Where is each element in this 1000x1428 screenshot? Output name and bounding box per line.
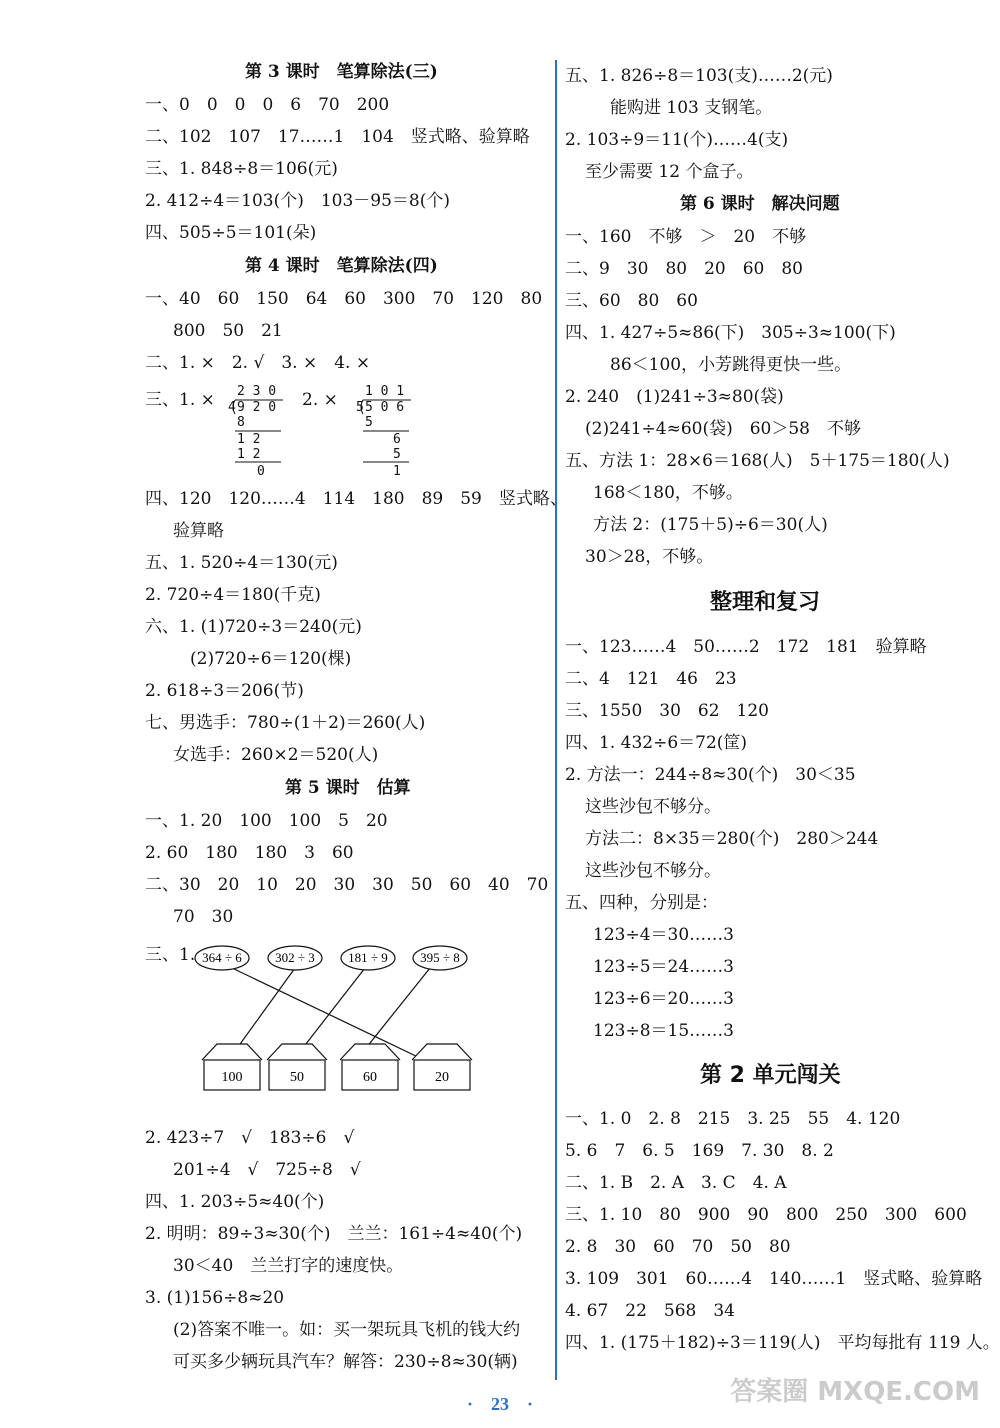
house-3-label: 60 — [363, 1070, 377, 1085]
answer-line: 一、40 60 150 64 60 300 70 120 80 — [145, 289, 543, 309]
answer-line: 800 50 21 — [173, 321, 283, 341]
answer-line: 123÷6＝20……3 — [593, 989, 734, 1009]
answer-line: 2. 412÷4＝103(个) 103－95＝8(个) — [145, 191, 451, 211]
oval-1 — [195, 946, 249, 970]
answer-line: 二、1. × 2. √ 3. × 4. × — [145, 353, 371, 373]
answer-line: 123÷4＝30……3 — [593, 925, 734, 945]
matching-lines — [230, 968, 430, 1058]
oval-4 — [413, 946, 467, 970]
division-1-step: 1 2 — [237, 432, 261, 447]
answer-line: 二、4 121 46 23 — [565, 669, 737, 689]
answer-line: 五、1. 520÷4＝130(元) — [145, 553, 338, 573]
answer-line: 七、男选手：780÷(1＋2)＝260(人) — [145, 713, 426, 733]
answer-line: 验算略 — [173, 521, 224, 541]
division-1-quotient: 2 3 0 — [237, 384, 277, 399]
answer-line: 30＜40 兰兰打字的速度快。 — [173, 1256, 404, 1276]
answer-line: 2. 8 30 60 70 50 80 — [565, 1237, 791, 1257]
section-heading: 第 6 课时 解决问题 — [680, 194, 840, 214]
answer-line: 123÷8＝15……3 — [593, 1021, 734, 1041]
answer-line: 四、120 120……4 114 180 89 59 竖式略、 — [145, 489, 567, 509]
answer-line: 至少需要 12 个盒子。 — [585, 162, 754, 182]
division-1-step: 1 2 — [237, 447, 261, 462]
answer-line: 201÷4 √ 725÷8 √ — [173, 1160, 361, 1180]
division-1-divisor: 4 — [228, 400, 236, 415]
house-1 — [202, 1044, 262, 1090]
section-heading: 第 3 课时 笔算除法(三) — [245, 62, 438, 82]
answer-line: 2. 240 (1)241÷3≈80(袋) — [565, 387, 784, 407]
answer-line: 四、1. 432÷6＝72(筐) — [565, 733, 748, 753]
answer-line: 三、1. — [145, 945, 196, 965]
oval-2 — [268, 946, 322, 970]
answer-line: 30＞28，不够。 — [585, 547, 714, 567]
answer-line: 5. 6 7 6. 5 169 7. 30 8. 2 — [565, 1141, 834, 1161]
division-1-dividend: 9 2 0 — [237, 400, 277, 415]
section-heading: 第 2 单元闯关 — [700, 1063, 841, 1088]
answer-line: 三、60 80 60 — [565, 291, 698, 311]
answer-line: 2. 423÷7 √ 183÷6 √ — [145, 1128, 355, 1148]
answer-line: 三、1. × — [145, 390, 215, 410]
house-4 — [412, 1044, 472, 1090]
answer-line: (2)241÷4≈60(袋) 60＞58 不够 — [585, 419, 861, 439]
division-2-lines — [353, 385, 423, 480]
division-1-lines — [225, 385, 295, 480]
oval-1-label: 364 ÷ 6 — [202, 950, 242, 965]
answer-line: 二、9 30 80 20 60 80 — [565, 259, 803, 279]
answer-line: 2. 方法一：244÷8≈30(个) 30＜35 — [565, 765, 856, 785]
answer-line: 五、1. 826÷8＝103(支)……2(元) — [565, 66, 833, 86]
division-2-step: 5 — [393, 447, 401, 462]
house-4-label: 20 — [435, 1070, 449, 1085]
division-1-remainder: 0 — [257, 464, 265, 479]
answer-line: 2. 60 180 180 3 60 — [145, 843, 354, 863]
division-2-remainder: 1 — [393, 464, 401, 479]
house-1-label: 100 — [221, 1070, 243, 1085]
answer-line: 三、1550 30 62 120 — [565, 701, 769, 721]
answer-line: 六、1. (1)720÷3＝240(元) — [145, 617, 362, 637]
answer-line: 三、1. 10 80 900 90 800 250 300 600 — [565, 1205, 967, 1225]
answer-line: (2)答案不唯一。如：买一架玩具飞机的钱大约 — [173, 1320, 521, 1340]
answer-line: 三、1. 848÷8＝106(元) — [145, 159, 338, 179]
division-2-dividend: 5 0 6 — [365, 400, 405, 415]
division-2-step: 6 — [393, 432, 401, 447]
answer-line: 70 30 — [173, 907, 234, 927]
division-2-step: 5 — [365, 415, 373, 430]
answer-line: 四、1. 203÷5≈40(个) — [145, 1192, 325, 1212]
answer-line: 四、1. (175＋182)÷3＝119(人) 平均每批有 119 人。 — [565, 1333, 1000, 1353]
house-2 — [267, 1044, 327, 1090]
answer-line: 可买多少辆玩具汽车？解答：230÷8≈30(辆) — [173, 1352, 518, 1372]
watermark: 答案圈 MXQE.COM — [730, 1377, 980, 1407]
oval-3-label: 181 ÷ 9 — [348, 950, 388, 965]
division-2-divisor: 5 — [356, 400, 364, 415]
answer-line: 方法 2：(175＋5)÷6＝30(人) — [593, 515, 828, 535]
answer-line: 一、123……4 50……2 172 181 验算略 — [565, 637, 927, 657]
answer-line: 二、30 20 10 20 30 30 50 60 40 70 — [145, 875, 549, 895]
house-2-label: 50 — [290, 1070, 304, 1085]
answer-line: 一、1. 0 2. 8 215 3. 25 55 4. 120 — [565, 1109, 901, 1129]
answer-line: 女选手：260×2＝520(人) — [173, 745, 379, 765]
answer-line: 3. (1)156÷8≈20 — [145, 1288, 285, 1308]
answer-line: 86＜100，小芳跳得更快一些。 — [610, 355, 852, 375]
oval-3 — [341, 946, 395, 970]
answer-line: 2. 618÷3＝206(节) — [145, 681, 304, 701]
section-heading: 第 5 课时 估算 — [285, 778, 411, 798]
answer-line: 五、方法 1：28×6＝168(人) 5＋175＝180(人) — [565, 451, 950, 471]
answer-line: 2. 103÷9＝11(个)……4(支) — [565, 130, 789, 150]
answer-line: 二、1. B 2. A 3. C 4. A — [565, 1173, 787, 1193]
section-heading: 整理和复习 — [710, 590, 821, 615]
answer-line: 方法二：8×35＝280(个) 280＞244 — [585, 829, 879, 849]
answer-line: 3. 109 301 60……4 140……1 竖式略、验算略 — [565, 1269, 983, 1289]
answer-line: 这些沙包不够分。 — [585, 861, 721, 881]
answer-line: 123÷5＝24……3 — [593, 957, 734, 977]
answer-line: 能购进 103 支钢笔。 — [610, 98, 773, 118]
answer-line: 2. 明明：89÷3≈30(个) 兰兰：161÷4≈40(个) — [145, 1224, 523, 1244]
answer-line: 四、505÷5＝101(朵) — [145, 223, 317, 243]
division-1-step: 8 — [237, 415, 245, 430]
column-divider — [555, 60, 557, 1380]
answer-line: 这些沙包不够分。 — [585, 797, 721, 817]
answer-line: (2)720÷6＝120(棵) — [190, 649, 352, 669]
answer-line: 2. 720÷4＝180(千克) — [145, 585, 321, 605]
answer-line: 一、0 0 0 0 6 70 200 — [145, 95, 390, 115]
oval-2-label: 302 ÷ 3 — [275, 950, 315, 965]
matching-diagram — [190, 940, 480, 1095]
answer-line: 168＜180，不够。 — [593, 483, 743, 503]
house-3 — [340, 1044, 400, 1090]
answer-line: 二、102 107 17……1 104 竖式略、验算略 — [145, 127, 530, 147]
answer-line: 五、四种，分别是： — [565, 893, 718, 913]
page-number: · 23 · — [466, 1394, 533, 1414]
answer-line: 2. × — [302, 390, 338, 410]
section-heading: 第 4 课时 笔算除法(四) — [245, 256, 438, 276]
division-2-quotient: 1 0 1 — [365, 384, 405, 399]
answer-line: 4. 67 22 568 34 — [565, 1301, 735, 1321]
answer-line: 一、160 不够 ＞ 20 不够 — [565, 227, 807, 247]
answer-line: 四、1. 427÷5≈86(下) 305÷3≈100(下) — [565, 323, 896, 343]
oval-4-label: 395 ÷ 8 — [420, 950, 460, 965]
answer-line: 一、1. 20 100 100 5 20 — [145, 811, 388, 831]
